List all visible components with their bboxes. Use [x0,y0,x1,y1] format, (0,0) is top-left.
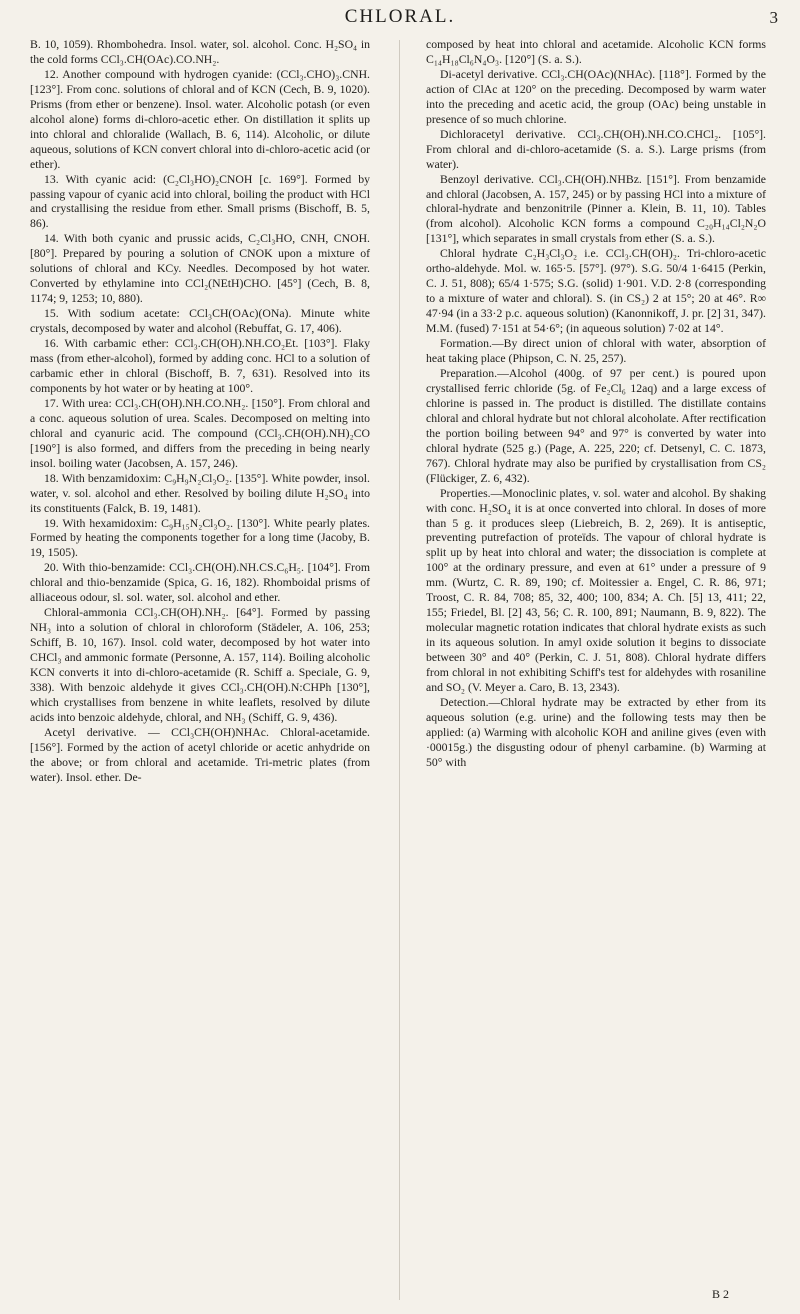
section-formation: Formation.—By direct union of chloral with water, absorption of heat taking place (Phipson, C. N. 25, 257). [426,337,766,366]
entry-13-cyanic-acid: 13. With cyanic acid: (C₂Cl₃HO)₂CNOH [c. 169°]. Formed by passing vapour of cyanic acid into chloral, boiling the product with HCl and crystallising the residue from ether. Small prisms (Bischoff, B. 5, 86). [30,172,370,231]
entry-14-cyanic-prussic-acids: 14. With both cyanic and prussic acids, C₂Cl₃HO, CNH, CNOH. [80°]. Prepared by pouring a solution of CNOK upon a mixture of solutions of chloral and KCy. Needles. Decomposed by hot water. Converted by ethylamine into CCl₂(NEtH)CHO. [45°] (Cech, B. 8, 1174; 9, 1253; 10, 880). [30,232,370,306]
entry-acetyl-derivative: Acetyl derivative. — CCl₃CH(OH)NHAc. Chloral-acetamide. [156°]. Formed by the action of acetyl chloride or acetic anhydride on the above; or from chloral and acetamide. Tri-metric plates (from water). Insol. ether. De- [30,725,370,784]
entry-17-urea: 17. With urea: CCl₃.CH(OH).NH.CO.NH₂. [150°]. From chloral and a conc. aqueous solution of urea. Scales. Decomposed on melting into chloral and cyanuric acid. The compound (CCl₃.CH(OH).NH)₂CO [190°] is also formed, and differs from the preceding in being nearly insol. boiling water (Jacobsen, A. 157, 246). [30,396,370,470]
entry-19-hexamidoxim: 19. With hexamidoxim: C₉H₁₅N₂Cl₃O₂. [130°]. White pearly plates. Formed by heating the components together for a long time (Jacoby, B. 19, 1505). [30,516,370,560]
section-preparation: Preparation.—Alcohol (400g. of 97 per cent.) is poured upon crystallised ferric chloride (5g. of Fe₂Cl₆ 12aq) and a large excess of chlorine is passed in. The product is distilled. The distillate contains chloral and chloral hydrate but not chloral alcoholate. After rectification the portion boiling between 94° and 97° is converted by water into chloral hydrate (525 g.) (Page, A. 225, 220; cf. Detsenyl, C. C. 1873, 767). Chloral hydrate may also be purified by crystallisation from CS₂ (Flückiger, Z. 6, 432). [426,366,766,485]
left-column [30,38,370,786]
page-number: 3 [769,8,778,27]
right-column [426,38,766,771]
entry-15-sodium-acetate: 15. With sodium acetate: CCl₃CH(OAc)(ONa). Minute white crystals, decomposed by water and alcohol (Rebuffat, G. 17, 406). [30,307,370,336]
entry-16-carbamic-ether: 16. With carbamic ether: CCl₃.CH(OH).NH.CO₂Et. [103°]. Flaky mass (from ether-alcohol), formed by adding conc. HCl to a solution of carbamic ether in chloral (Bischoff, B. 7, 631). Resolved into its components by hot water or by heating at 100°. [30,337,370,395]
entry-dichloracetyl-derivative: Dichloracetyl derivative. CCl₃.CH(OH).NH.CO.CHCl₂. [105°]. From chloral and di-chloro-acetamide (S. a. S.). Large prisms (from water). [426,127,766,171]
entry-benzoyl-derivative: Benzoyl derivative. CCl₃.CH(OH).NHBz. [151°]. From benzamide and chloral (Jacobsen, A. 157, 245) or by passing HCl into a mixture of chloral-hydrate and benzonitrile (Pinner a. Klein, B. 11, 10). Tables (from alcohol). Alcoholic KCN forms a compound C₂₀H₁₄Cl₂N₂O [131°], which separates in small crystals from ether (S. a. S.). [426,172,766,246]
entry-18-benzamidoxim: 18. With benzamidoxim: C₉H₉N₂Cl₃O₂. [135°]. White powder, insol. water, v. sol. alcohol and ether. Resolved by boiling dilute H₂SO₄ into its constituents (Falck, B. 19, 1481). [30,471,370,515]
signature-mark: B 2 [712,1287,730,1301]
column-divider [399,40,400,1300]
section-detection: Detection.—Chloral hydrate may be extracted by ether from its aqueous solution (e.g. urine) and the following tests may then be applied: (a) Warming with alcoholic KOH and aniline gives (even with ·00015g.) the disgusting odour of phenyl carbamine. (b) Warming at 50° with [426,695,766,769]
running-head [0,6,800,32]
entry-di-acetyl-derivative: Di-acetyl derivative. CCl₃.CH(OAc)(NHAc). [118°]. Formed by the action of ClAc at 120° on the preceding. Decomposed by warm water into the preceding and acetic acid, the group (OAc) being unstable in presence of so much chlorine. [426,67,766,126]
paragraph-continued: composed by heat into chloral and acetamide. Alcoholic KCN forms C₁₄H₁₈Cl₆N₄O₃. [120°] (S. a. S.). [426,38,766,66]
section-properties: Properties.—Monoclinic plates, v. sol. water and alcohol. By shaking with conc. H₂SO₄ it is at once converted into chloral. In doses of more than 5 g. it produces sleep (Liebreich, B. 2, 269). It is antiseptic, preventing putrefaction of proteïds. The vapour of chloral hydrate is split up by heat into chloral and water; the dissociation is complete at 100° at the ordinary pressure, and even at 61° under a pressure of 9 mm. (Wurtz, C. R. 89, 190; cf. Moitessier a. Engel, C. R. 86, 971; Troost, C. R. 84, 708; 85, 32, 400; 100, 834; A. Ch. [5] 13, 411; 22, 155; Friedel, Bl. [2] 43, 56; C. R. 100, 891; Naumann, B. 9, 822). The molecular magnetic rotation indicates that chloral hydrate exists as such in its aqueous solution. In amyl oxide solution it begins to dissociate between 30° and 40° (Perkin, C. J. 51, 808). Chloral hydrate differs from chloral in not exhibiting Schiff's test for aldehydes with rosaniline and SO₂ (V. Meyer a. Caro, B. 13, 2343). [426,486,766,694]
entry-20-thio-benzamide: 20. With thio-benzamide: CCl₃.CH(OH).NH.CS.C₆H₅. [104°]. From chloral and thio-benzamide (Spica, G. 16, 182). Rhomboidal prisms of alliaceous odour, sl. sol. water, sol. alcohol and ether. [30,561,370,605]
entry-12-hydrogen-cyanide: 12. Another compound with hydrogen cyanide: (CCl₃.CHO)₃.CNH. [123°]. From conc. solutions of chloral and of KCN (Cech, B. 9, 1020). Prisms (from ether or benzene). Insol. water. Alcoholic potash (or even alcohol alone) forms di-chloro-acetic ether. On distillation it splits up into chloral and chloralide (Wallach, B. 6, 114). Alcoholic, or dilute aqueous, solutions of KCN convert chloral into di-chloro-acetic acid (or ether). [30,67,370,171]
running-title: CHLORAL. [344,6,456,27]
entry-chloral-ammonia: Chloral-ammonia CCl₃.CH(OH).NH₂. [64°]. Formed by passing NH₃ into a solution of chloral in chloroform (Städeler, A. 106, 253; Schiff, B. 10, 167). Insol. cold water, decomposed by hot water into CHCl₃ and ammonic formate (Personne, A. 157, 114). Boiling alcoholic KCN converts it into di-chloro-acetamide (R. Schiff a. Speciale, G. 9, 338). With benzoic aldehyde it gives CCl₃.CH(OH).N:CHPh [130°], which crystallises from benzene in white leaflets, resolved by dilute acids into benzoic aldehyde, chloral, and NH₃ (Schiff, G. 9, 436). [30,606,370,724]
entry-chloral-hydrate: Chloral hydrate C₂H₃Cl₃O₂ i.e. CCl₃.CH(OH)₂. Tri-chloro-acetic ortho-aldehyde. Mol. w. 165·5. [57°]. (97°). S.G. 50/4 1·6415 (Perkin, C. J. 51, 808); 65/4 1·575; S.G. (solid) 1·901. V.D. 2·8 (corresponding to a mixture of water and chloral). S. (in CS₂) 2 at 15°; 20 at 46°. R∞ 47·94 (in a 33·2 p.c. aqueous solution) (Kanonnikoff, J. pr. [2] 31, 347). M.M. (fused) 7·151 at 54·6°; (in aqueous solution) 7·02 at 14°. [426,247,766,336]
paragraph-continued: B. 10, 1059). Rhombohedra. Insol. water, sol. alcohol. Conc. H₂SO₄ in the cold forms CCl₃.CH(OAc).CO.NH₂. [30,38,370,66]
